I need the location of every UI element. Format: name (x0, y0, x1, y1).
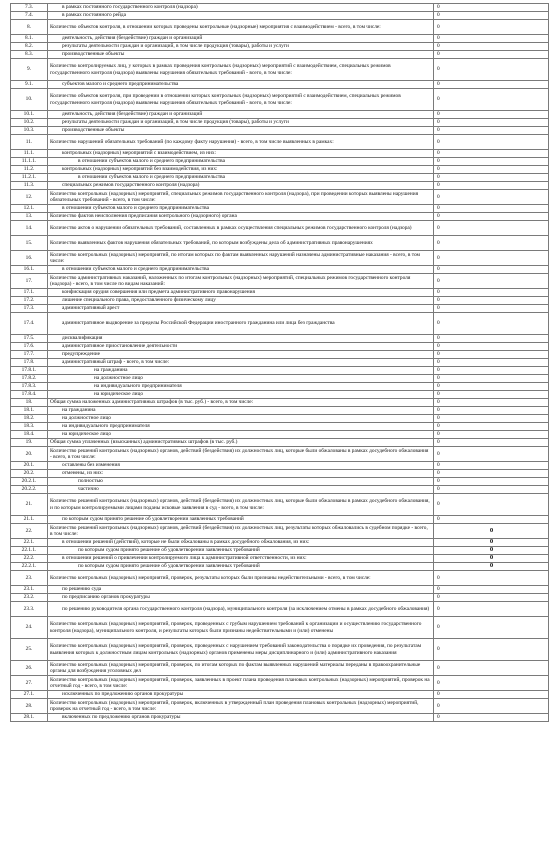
row-value: 0 (434, 486, 549, 494)
row-value: 0 (434, 516, 549, 524)
row-description: на гражданина (48, 367, 434, 375)
table-row (11, 335, 549, 343)
row-number: 9. (11, 59, 48, 81)
row-number: 22.2.1. (11, 563, 48, 571)
row-description: лишение специального права, предоставленного физическому лицу (48, 297, 434, 305)
row-description: исключенных по предложению органов прокуратуры (48, 691, 434, 699)
row-value: 0 (434, 43, 549, 51)
table-row (11, 12, 549, 20)
row-value: 0 (434, 462, 549, 470)
row-description: на индивидуального предпринимателя (48, 423, 434, 431)
table-row (11, 447, 549, 462)
table-row (11, 251, 549, 266)
row-description: Количество контрольных (надзорных) мероприятий, специальных режимов государственного контроля (надзора), при проведении которых выявлены нарушения обязательных требований - всего, в том числе: (48, 190, 434, 205)
row-number: 19. (11, 439, 48, 447)
table-row (11, 415, 549, 423)
row-value: 0 (434, 383, 549, 391)
row-description: Количество контрольных (надзорных) мероприятий, по итогам которых по фактам выявленных нарушений назначены административные наказания - всего, в том числе: (48, 251, 434, 266)
row-number: 17.4. (11, 313, 48, 335)
row-number: 17.8.1. (11, 367, 48, 375)
row-number: 22.2. (11, 555, 48, 563)
row-number: 17.8.4. (11, 391, 48, 399)
row-number: 17.2. (11, 297, 48, 305)
table-row (11, 547, 549, 555)
row-description: в отношении решений о привлечении контролируемого лица к административной ответственности, из них: (48, 555, 434, 563)
table-row (11, 59, 549, 81)
row-description: Количество решений контрольных (надзорных) органов, действий (бездействия) их должностных лиц, которые были обжалованы в рамках досудебного обжалования - всего, в том числе: (48, 447, 434, 462)
row-number: 15. (11, 236, 48, 251)
table-row (11, 289, 549, 297)
row-value: 0 (434, 699, 549, 714)
row-number: 17.5. (11, 335, 48, 343)
row-value: 0 (434, 661, 549, 676)
row-number: 11.3. (11, 182, 48, 190)
row-description: в отношении решений (действий), которые не были обжалованы в рамках досудебного обжалования, из них: (48, 539, 434, 547)
row-value: 0 (434, 639, 549, 661)
row-number: 24. (11, 617, 48, 639)
row-description: Количество актов о нарушении обязательных требований, составленных в рамках осуществления специальных режимов государственного контроля (надзора) (48, 221, 434, 236)
row-description: административное приостановление деятельности (48, 343, 434, 351)
table-row (11, 524, 549, 539)
table-row (11, 478, 549, 486)
table-row (11, 81, 549, 89)
table-row (11, 571, 549, 586)
row-number: 11. (11, 135, 48, 150)
row-value: 0 (434, 213, 549, 221)
table-row (11, 639, 549, 661)
row-value: 0 (434, 359, 549, 367)
row-value: 0 (434, 586, 549, 594)
table-row (11, 150, 549, 158)
row-description: Количество решений контрольных (надзорных) органов, действий (бездействия) их должностных лиц, которые были обжалованы в рамках досудебного обжалования, и по которым контролируемыми лицами поданы исковые заявления в суд - всего, в том числе: (48, 494, 434, 516)
row-number: 8.3. (11, 51, 48, 59)
row-description: Количество контрольных (надзорных) мероприятий, проверок, проведенных с грубым нарушением требований к организации и осуществлению государственного контроля (надзора), муниципального контроля, и результаты которых были признаны недействительными и (или) отменены (48, 617, 434, 639)
row-number: 10.2. (11, 119, 48, 127)
table-row (11, 602, 549, 617)
row-description: на должностное лицо (48, 375, 434, 383)
table-row (11, 699, 549, 714)
row-value: 0 (434, 119, 549, 127)
row-description: административный арест (48, 305, 434, 313)
row-number: 17.6. (11, 343, 48, 351)
table-row (11, 586, 549, 594)
row-value: 0 (434, 89, 549, 111)
row-number: 12.1. (11, 205, 48, 213)
row-value: 0 (434, 415, 549, 423)
row-number: 20.1. (11, 462, 48, 470)
row-description: включенных по предложению органов прокуратуры (48, 714, 434, 722)
row-value: 0 (434, 423, 549, 431)
row-number: 23. (11, 571, 48, 586)
table-row (11, 20, 549, 35)
table-row (11, 43, 549, 51)
table-row (11, 691, 549, 699)
table-row (11, 375, 549, 383)
row-description: Количество контрольных (надзорных) мероприятий, проверок, заявленных в проект плана проведения плановых контрольных (надзорных) мероприятий, проверок на отчетный год - всего, в том числе: (48, 676, 434, 691)
table-row (11, 313, 549, 335)
row-description: производственные объекты (48, 51, 434, 59)
row-value: 0 (434, 714, 549, 722)
table-row (11, 182, 549, 190)
row-value: 0 (434, 351, 549, 359)
row-value: 0 (434, 470, 549, 478)
row-number: 22. (11, 524, 48, 539)
row-description: специальных режимов государственного контроля (надзора) (48, 182, 434, 190)
row-value: 0 (434, 399, 549, 407)
row-description: конфискация орудия совершения или предмета административного правонарушения (48, 289, 434, 297)
table-row (11, 221, 549, 236)
row-description: контрольных (надзорных) мероприятий без взаимодействия, из них: (48, 166, 434, 174)
row-number: 20. (11, 447, 48, 462)
table-row (11, 4, 549, 12)
row-value: 0 (434, 20, 549, 35)
row-number: 17.3. (11, 305, 48, 313)
row-value: 0 (434, 81, 549, 89)
report-table (10, 3, 549, 722)
table-row (11, 274, 549, 289)
row-value: 0 (434, 166, 549, 174)
row-description: оставлены без изменения (48, 462, 434, 470)
row-number: 7.3. (11, 4, 48, 12)
row-description: в отношении субъектов малого и среднего предпринимательства (48, 158, 434, 166)
row-value: 0 (434, 439, 549, 447)
row-value: 0 (434, 676, 549, 691)
row-number: 13. (11, 213, 48, 221)
row-description: Количество контролируемых лиц, у которых в рамках проведения контрольных (надзорных) мероприятий с взаимодействием, специальных режимов государственного контроля (надзора) выявлены нарушения обязательных требований - всего, в том числе: (48, 59, 434, 81)
row-number: 18. (11, 399, 48, 407)
table-row (11, 359, 549, 367)
row-number: 23.2. (11, 594, 48, 602)
row-number: 11.1. (11, 150, 48, 158)
row-value: 0 (434, 190, 549, 205)
row-value: 0 (434, 127, 549, 135)
table-row (11, 439, 549, 447)
row-number: 17.8. (11, 359, 48, 367)
row-value: 0 (434, 547, 549, 555)
table-row (11, 35, 549, 43)
table-row (11, 158, 549, 166)
row-description: Количество контрольных (надзорных) мероприятий, проверок, результаты которых были признаны недействительными - всего, в том числе: (48, 571, 434, 586)
row-value: 0 (434, 691, 549, 699)
table-row (11, 407, 549, 415)
row-value: 0 (434, 375, 549, 383)
row-description: деятельность, действия (бездействие) граждан и организаций (48, 111, 434, 119)
row-value: 0 (434, 111, 549, 119)
row-number: 21.1. (11, 516, 48, 524)
row-value: 0 (434, 59, 549, 81)
row-number: 22.1. (11, 539, 48, 547)
row-value: 0 (434, 135, 549, 150)
row-value: 0 (434, 478, 549, 486)
row-description: производственные объекты (48, 127, 434, 135)
row-value: 0 (434, 407, 549, 415)
row-description: Общая сумма наложенных административных штрафов (в тыс. руб.) - всего, в том числе: (48, 399, 434, 407)
row-description: Количество контрольных (надзорных) мероприятий, проверок, по итогам которых по фактам выявленных нарушений материалы переданы в правоохранительные органы для возбуждения уголовных дел (48, 661, 434, 676)
row-value: 0 (434, 174, 549, 182)
row-number: 10.3. (11, 127, 48, 135)
table-row (11, 563, 549, 571)
row-value: 0 (434, 221, 549, 236)
row-number: 17.8.2. (11, 375, 48, 383)
row-description: Количество фактов неисполнения предписания контрольного (надзорного) органа (48, 213, 434, 221)
table-row (11, 431, 549, 439)
row-description: частично (48, 486, 434, 494)
row-value: 0 (434, 343, 549, 351)
row-description: дисквалификация (48, 335, 434, 343)
row-value: 0 (434, 494, 549, 516)
row-value: 0 (434, 524, 549, 539)
row-value: 0 (434, 274, 549, 289)
row-description: в отношении субъектов малого и среднего предпринимательства (48, 174, 434, 182)
row-description: предупреждение (48, 351, 434, 359)
row-value: 0 (434, 431, 549, 439)
row-number: 17.1. (11, 289, 48, 297)
row-description: по которым судом принято решение об удовлетворении заявленных требований (48, 563, 434, 571)
row-value: 0 (434, 447, 549, 462)
table-row (11, 661, 549, 676)
row-description: Количество выявленных фактов нарушения обязательных требований, по которым возбуждены дела об административных правонарушениях (48, 236, 434, 251)
row-number: 16.1. (11, 266, 48, 274)
row-number: 18.3. (11, 423, 48, 431)
table-row (11, 119, 549, 127)
table-row (11, 676, 549, 691)
table-row (11, 236, 549, 251)
table-row (11, 516, 549, 524)
row-number: 23.1. (11, 586, 48, 594)
row-description: административный штраф - всего, в том числе: (48, 359, 434, 367)
row-description: Количество контрольных (надзорных) мероприятий, проверок, проведенных с нарушением требований законодательства о порядке их проведения, по результатам выявления которых к должностным лицам контрольных (надзорных) органов применены меры дисциплинарного и (или) административного наказания (48, 639, 434, 661)
row-number: 10. (11, 89, 48, 111)
table-row (11, 494, 549, 516)
table-row (11, 555, 549, 563)
row-value: 0 (434, 205, 549, 213)
row-number: 8. (11, 20, 48, 35)
row-value: 0 (434, 35, 549, 43)
row-value: 0 (434, 289, 549, 297)
row-description: результаты деятельности граждан и организаций, в том числе продукция (товары), работы и услуги (48, 43, 434, 51)
table-row (11, 539, 549, 547)
table-row (11, 367, 549, 375)
row-number: 9.1. (11, 81, 48, 89)
table-row (11, 423, 549, 431)
table-row (11, 266, 549, 274)
row-description: по которым судом принято решение об удовлетворении заявленных требований (48, 516, 434, 524)
row-value: 0 (434, 313, 549, 335)
row-number: 26. (11, 661, 48, 676)
table-row (11, 89, 549, 111)
row-description: на гражданина (48, 407, 434, 415)
table-row (11, 486, 549, 494)
row-number: 21. (11, 494, 48, 516)
row-description: Количество объектов контроля, в отношении которых проведены контрольные (надзорные) мероприятия с взаимодействием - всего, в том числе: (48, 20, 434, 35)
row-number: 23.3. (11, 602, 48, 617)
row-number: 20.2.1. (11, 478, 48, 486)
row-description: Количество объектов контроля, при проведении в отношении которых контрольных (надзорных) мероприятий с взаимодействием, специальных режимов государственного контроля (надзора) выявлены нарушения обязательных требований - всего, в том числе: (48, 89, 434, 111)
row-description: субъектов малого и среднего предпринимательства (48, 81, 434, 89)
row-number: 7.4. (11, 12, 48, 20)
table-row (11, 174, 549, 182)
table-row (11, 297, 549, 305)
row-value: 0 (434, 150, 549, 158)
row-number: 27.1. (11, 691, 48, 699)
row-description: административное выдворение за пределы Российской Федерации иностранного гражданина или лица без гражданства (48, 313, 434, 335)
row-number: 17.7. (11, 351, 48, 359)
row-number: 11.2. (11, 166, 48, 174)
row-number: 28. (11, 699, 48, 714)
table-row (11, 127, 549, 135)
table-row (11, 205, 549, 213)
table-row (11, 343, 549, 351)
row-description: полностью (48, 478, 434, 486)
row-number: 8.1. (11, 35, 48, 43)
row-number: 18.4. (11, 431, 48, 439)
row-number: 17.8.3. (11, 383, 48, 391)
row-description: по решению суда (48, 586, 434, 594)
row-description: по которым судом принято решение об удовлетворении заявленных требований (48, 547, 434, 555)
row-value: 0 (434, 236, 549, 251)
row-value: 0 (434, 539, 549, 547)
row-description: на юридическое лицо (48, 431, 434, 439)
row-number: 20.2. (11, 470, 48, 478)
table-row (11, 135, 549, 150)
row-value: 0 (434, 602, 549, 617)
row-number: 18.1. (11, 407, 48, 415)
row-value: 0 (434, 571, 549, 586)
row-description: контрольных (надзорных) мероприятий с взаимодействием, из них: (48, 150, 434, 158)
row-value: 0 (434, 391, 549, 399)
row-number: 28.1. (11, 714, 48, 722)
table-row (11, 383, 549, 391)
row-number: 14. (11, 221, 48, 236)
report-table-body (11, 4, 549, 722)
row-number: 12. (11, 190, 48, 205)
row-value: 0 (434, 158, 549, 166)
row-description: в отношении субъектов малого и среднего предпринимательства (48, 266, 434, 274)
table-row (11, 51, 549, 59)
row-value: 0 (434, 367, 549, 375)
row-number: 11.2.1. (11, 174, 48, 182)
row-number: 10.1. (11, 111, 48, 119)
table-row (11, 617, 549, 639)
row-value: 0 (434, 266, 549, 274)
table-row (11, 213, 549, 221)
row-value: 0 (434, 297, 549, 305)
row-description: результаты деятельности граждан и организаций, в том числе продукция (товары), работы и услуги (48, 119, 434, 127)
row-description: Количество административных наказаний, наложенных по итогам контрольных (надзорных) мероприятий, специальных режимов государственного контроля (надзора) - всего, в том числе по видам наказаний: (48, 274, 434, 289)
row-value: 0 (434, 555, 549, 563)
table-row (11, 714, 549, 722)
row-value: 0 (434, 182, 549, 190)
row-value: 0 (434, 4, 549, 12)
row-description: Количество решений контрольных (надзорных) органов, действий (бездействия) их должностных лиц, результаты которых обжаловались в судебном порядке - всего, в том числе: (48, 524, 434, 539)
row-value: 0 (434, 305, 549, 313)
row-description: в рамках постоянного государственного контроля (надзора) (48, 4, 434, 12)
row-number: 16. (11, 251, 48, 266)
row-value: 0 (434, 335, 549, 343)
row-description: Количество контрольных (надзорных) мероприятий, проверок, включенных в утвержденный план проведения плановых контрольных (надзорных) мероприятий, проверок на отчетный год - всего, в том числе: (48, 699, 434, 714)
row-number: 17. (11, 274, 48, 289)
row-value: 0 (434, 51, 549, 59)
table-row (11, 190, 549, 205)
table-row (11, 391, 549, 399)
row-value: 0 (434, 251, 549, 266)
row-description: деятельность, действия (бездействие) граждан и организаций (48, 35, 434, 43)
row-value: 0 (434, 617, 549, 639)
table-row (11, 594, 549, 602)
row-number: 22.1.1. (11, 547, 48, 555)
row-number: 25. (11, 639, 48, 661)
row-description: на должностное лицо (48, 415, 434, 423)
row-description: на юридическое лицо (48, 391, 434, 399)
table-row (11, 166, 549, 174)
row-description: в рамках постоянного рейда (48, 12, 434, 20)
row-number: 11.1.1. (11, 158, 48, 166)
row-description: отменены, из них: (48, 470, 434, 478)
row-description: на индивидуального предпринимателя (48, 383, 434, 391)
row-number: 20.2.2. (11, 486, 48, 494)
row-value: 0 (434, 594, 549, 602)
row-value: 0 (434, 12, 549, 20)
table-row (11, 470, 549, 478)
table-row (11, 399, 549, 407)
row-description: по предписанию органов прокуратуры (48, 594, 434, 602)
row-number: 8.2. (11, 43, 48, 51)
table-row (11, 462, 549, 470)
row-value: 0 (434, 563, 549, 571)
row-number: 18.2. (11, 415, 48, 423)
table-row (11, 351, 549, 359)
row-description: Количество нарушений обязательных требований (по каждому факту нарушения) - всего, в том числе выявленных в рамках: (48, 135, 434, 150)
row-description: по решению руководителя органа государственного контроля (надзора), муниципального контроля (за исключением отмены в рамках досудебного обжалования) (48, 602, 434, 617)
row-description: Общая сумма уплаченных (взысканных) административных штрафов (в тыс. руб.) (48, 439, 434, 447)
row-number: 27. (11, 676, 48, 691)
table-row (11, 111, 549, 119)
table-row (11, 305, 549, 313)
row-description: в отношении субъектов малого и среднего предпринимательства (48, 205, 434, 213)
